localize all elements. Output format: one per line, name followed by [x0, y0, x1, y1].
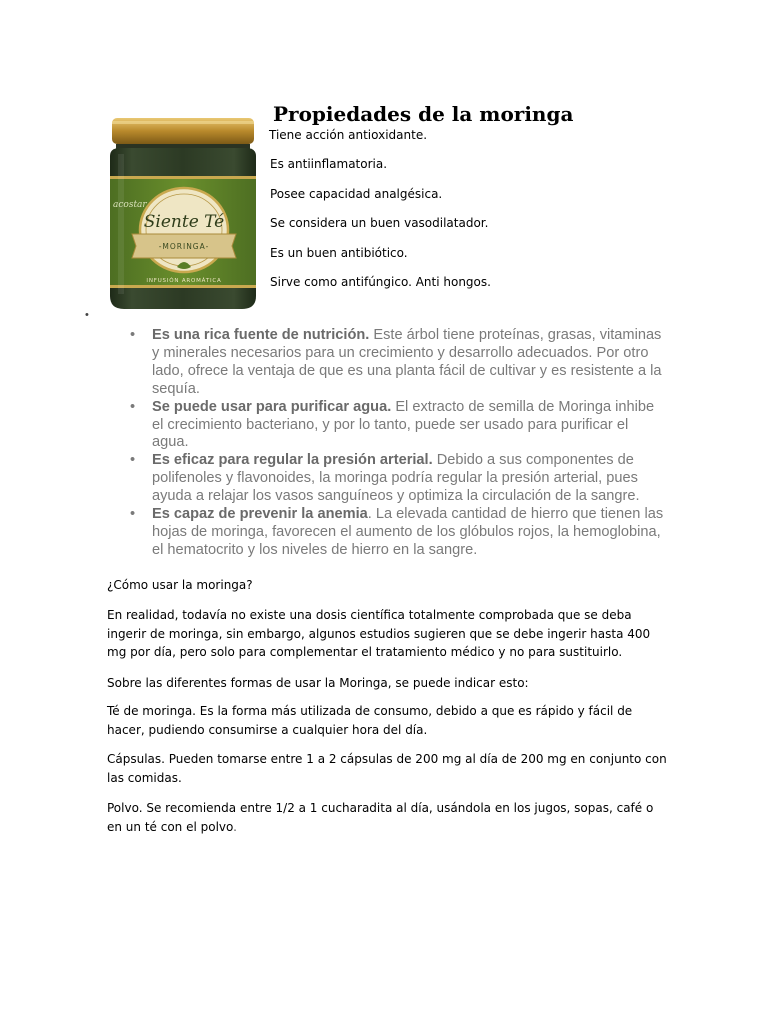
moringa-jar-image [104, 114, 264, 314]
benefit-heading: Se puede usar para purificar agua. [152, 398, 392, 415]
bullet-icon: • [130, 506, 136, 523]
page-title: Propiedades de la moringa [273, 102, 574, 126]
benefit-item [130, 399, 666, 453]
benefit-text: Este árbol tiene proteínas, grasas, vitaminas y minerales necesarios para un crecimiento y desarrollo adecuados. Por otro lado, ofrece la ventaja de que es una planta fácil de cultivar y es resistente a la sequía. [152, 327, 662, 397]
benefit-item [130, 327, 666, 399]
benefit-item [130, 506, 666, 560]
powder-paragraph [107, 799, 667, 836]
properties-list [270, 127, 491, 303]
benefit-text: Debido a sus componentes de polifenoles y flavonoides, la moringa podría regular la presión arterial, pues ayuda a relajar los vasos sanguíneos y optimiza la circulación de la sangre. [152, 452, 640, 505]
jar-product: -MORINGA- [158, 242, 210, 251]
jar-subtitle: INFUSIÓN AROMÁTICA [146, 278, 222, 284]
jar-brand: Siente Té [143, 212, 225, 232]
benefit-heading: Es una rica fuente de nutrición. [152, 327, 370, 343]
property-item: Se considera un buen vasodilatador. [270, 216, 489, 231]
property-item: Sirve como antifúngico. Anti hongos. [270, 274, 491, 289]
benefit-text: El extracto de semilla de Moringa inhibe el crecimiento bacteriano, y por lo tanto, puede ser usado para purificar el agua. [152, 398, 655, 451]
capsules-paragraph: Cápsulas. Pueden tomarse entre 1 a 2 cápsulas de 200 mg al día de 200 mg en conjunto con las comidas. [107, 752, 667, 785]
stray-bullet: • [85, 309, 89, 321]
dose-paragraph: En realidad, todavía no existe una dosis científica totalmente comprobada que se deba ingerir de moringa, sin embargo, algunos estudios sugieren que se debe ingerir hasta 400 mg por día, pero solo para complementar el tratamiento médico y no para sustituirlo. [107, 608, 651, 659]
benefit-heading: Es eficaz para regular la presión arterial. [152, 452, 433, 469]
property-item: Es antiinflamatoria. [270, 157, 388, 172]
property-item: Posee capacidad analgésica. [270, 186, 443, 201]
how-to-heading: ¿Cómo usar la moringa? [107, 578, 253, 592]
benefit-item [130, 452, 666, 506]
benefit-text: . La elevada cantidad de hierro que tienen las hojas de moringa, favorecen el aumento de los glóbulos rojos, la hemoglobina, el hematocrito y los niveles de hierro en la sangre. [152, 506, 664, 558]
powder-period: . [233, 819, 237, 834]
jar-side-text: acostar [113, 200, 147, 210]
powder-text: Polvo. Se recomienda entre 1/2 a 1 cucharadita al día, usándola en los jugos, sopas, café o en un té con el polvo [107, 801, 654, 834]
tea-paragraph: Té de moringa. Es la forma más utilizada de consumo, debido a que es rápido y fácil de hacer, pudiendo consumirse a cualquier hora del día. [107, 704, 633, 737]
property-item: Es un buen antibiótico. [270, 245, 408, 260]
property-item: Tiene acción antioxidante. [269, 128, 428, 142]
forms-intro-paragraph: Sobre las diferentes formas de usar la Moringa, se puede indicar esto: [107, 676, 529, 690]
bullet-icon: • [130, 327, 136, 343]
bullet-icon: • [130, 452, 136, 469]
bullet-icon: • [130, 398, 136, 415]
benefits-list [130, 327, 666, 560]
benefit-heading: Es capaz de prevenir la anemia [152, 506, 368, 523]
